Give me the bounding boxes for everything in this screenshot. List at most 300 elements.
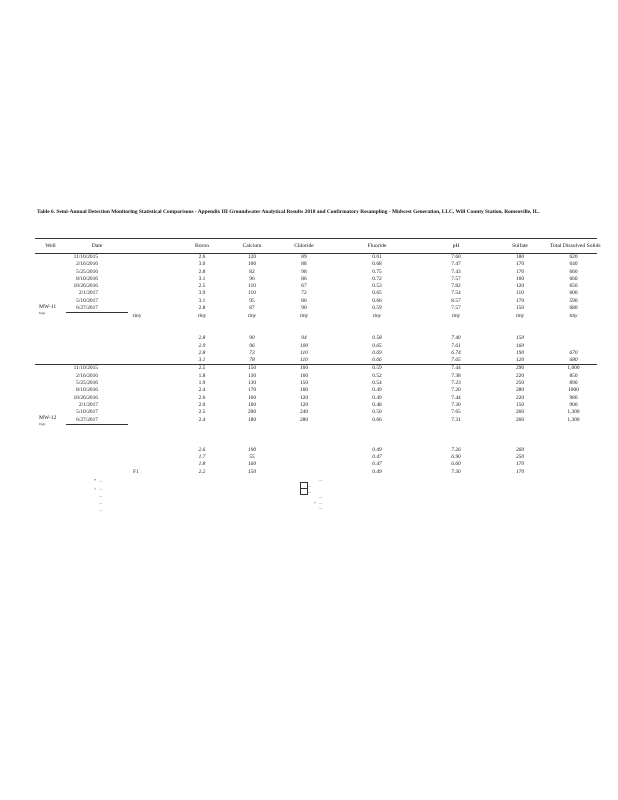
fluoride-cell: 0.66 <box>372 357 382 364</box>
table-row <box>35 454 597 461</box>
table-row <box>35 313 597 321</box>
fluoride-cell: 0.66 <box>372 297 382 304</box>
chloride-cell <box>276 454 332 461</box>
date-cell: 11/10/2015 <box>66 365 128 373</box>
sulfate-cell: tiny <box>515 313 525 320</box>
flag-cell <box>128 395 176 402</box>
table-row <box>35 469 597 476</box>
date-cell: 5/25/2016 <box>76 380 98 387</box>
table-row <box>35 283 597 290</box>
sulfate-cell: 190 <box>515 349 525 356</box>
boron-cell: 2.8 <box>198 268 206 275</box>
sulfate-cell: 120 <box>515 283 525 290</box>
boron-cell <box>176 432 228 439</box>
table-row <box>35 305 597 313</box>
col-ph: pH <box>422 239 490 254</box>
tds-cell <box>550 454 597 461</box>
fluoride-cell: tiny <box>372 313 382 320</box>
calcium-cell: 150 <box>247 468 257 475</box>
calcium-cell: 160 <box>247 394 257 401</box>
date-cell <box>66 447 128 454</box>
ph-cell: 7.38 <box>451 372 461 379</box>
ph-cell <box>422 321 490 328</box>
tds-cell <box>550 469 597 476</box>
chloride-cell: 90 <box>301 305 307 312</box>
calcium-cell: 100 <box>247 261 257 268</box>
boron-cell: 1.9 <box>198 380 206 387</box>
ph-cell: 7.23 <box>451 380 461 387</box>
tds-cell: 670 <box>569 349 578 356</box>
tds-cell <box>550 343 597 350</box>
calcium-cell: 110 <box>248 283 256 290</box>
well-cell <box>35 365 66 476</box>
fluoride-cell: 0.58 <box>372 335 382 342</box>
chloride-cell: 94 <box>301 335 307 342</box>
tds-cell: 640 <box>569 261 578 268</box>
date-cell: 10/26/2016 <box>73 283 98 290</box>
boron-cell: 3.1 <box>198 357 206 364</box>
boron-cell: 3.1 <box>198 275 206 282</box>
chloride-cell <box>276 439 332 446</box>
legend-left <box>80 478 102 512</box>
sulfate-cell: 170 <box>515 297 525 304</box>
calcium-cell <box>228 321 276 328</box>
col-chloride: Chloride <box>276 239 332 254</box>
calcium-cell <box>228 432 276 439</box>
table-row <box>35 290 597 297</box>
sulfate-cell: 260 <box>515 409 525 416</box>
calcium-cell: 120 <box>228 254 276 262</box>
col-date: Date <box>66 239 128 254</box>
calcium-cell: 190 <box>247 446 257 453</box>
boron-cell <box>176 321 228 328</box>
chloride-cell <box>276 328 332 335</box>
table-row <box>35 350 597 357</box>
sulfate-cell: 180 <box>490 254 550 262</box>
well-sub: Upgr. <box>39 310 46 315</box>
fluoride-cell: 0.47 <box>372 454 382 461</box>
ph-cell: 7.26 <box>451 446 461 453</box>
fluoride-cell: 0.50 <box>372 409 382 416</box>
calcium-cell: 96 <box>249 342 255 349</box>
chloride-cell: 88 <box>301 261 307 268</box>
tds-cell: 980 <box>569 394 578 401</box>
sulfate-cell: 170 <box>515 468 525 475</box>
boron-cell <box>176 328 228 335</box>
ph-cell: 7.43 <box>451 268 461 275</box>
fluoride-cell <box>332 432 422 439</box>
boron-cell: 3.1 <box>198 297 206 304</box>
boron-cell: 2.4 <box>198 416 206 423</box>
chloride-cell: 120 <box>299 401 309 408</box>
ph-cell: 7.65 <box>451 409 461 416</box>
tds-cell: 660 <box>569 275 578 282</box>
flag-cell <box>128 432 176 439</box>
boron-cell: 2.8 <box>198 305 206 312</box>
table-title: Table 6. Semi-Annual Detection Monitoring Statistical Comparisons - Appendix III Groundwater Analytical Results 2018 and Confirmatory Resampling - Midwest Generation, LLC, Will County Station, Romeoville, IL. <box>37 209 540 215</box>
table-row <box>35 424 597 432</box>
tds-cell: 890 <box>569 380 578 387</box>
tds-cell: tiny <box>569 313 578 320</box>
chloride-cell: 67 <box>301 283 307 290</box>
sulfate-cell <box>490 424 550 432</box>
flag-cell <box>128 409 176 416</box>
flag-cell <box>128 454 176 461</box>
table-row <box>35 417 597 425</box>
ph-cell: 7.30 <box>451 468 461 475</box>
boron-cell: 2.9 <box>198 342 206 349</box>
table-row <box>35 432 597 439</box>
legend-item: * — <box>94 478 103 483</box>
fluoride-cell: 0.72 <box>372 275 382 282</box>
chloride-cell: 160 <box>299 387 309 394</box>
date-cell: 2/1/2017 <box>78 401 98 408</box>
date-cell <box>66 461 128 468</box>
ph-cell: 7.44 <box>451 394 461 401</box>
boron-cell: 2.5 <box>198 409 206 416</box>
date-cell: 6/27/2017 <box>76 416 98 423</box>
date-cell: 2/16/2016 <box>76 372 98 379</box>
legend-item: — <box>300 483 322 488</box>
calcium-cell: 87 <box>249 305 255 312</box>
date-cell: 2/1/2017 <box>78 290 98 297</box>
tds-cell: 680 <box>569 357 578 364</box>
ph-cell <box>422 439 490 446</box>
ph-cell: 8.57 <box>451 297 461 304</box>
boron-cell: 2.2 <box>198 468 206 475</box>
ph-cell: 7.82 <box>451 283 461 290</box>
well-name: MW-12 <box>39 415 57 422</box>
tds-cell <box>550 335 597 342</box>
ph-cell: 7.40 <box>451 335 461 342</box>
fluoride-cell: 0.65 <box>372 290 382 297</box>
chloride-cell: 160 <box>299 372 309 379</box>
boron-cell: tiny <box>197 313 207 320</box>
flag-cell <box>128 439 176 446</box>
tds-cell: 1,000 <box>550 365 597 373</box>
fluoride-cell: 0.61 <box>332 254 422 262</box>
date-cell: 2/16/2016 <box>76 261 98 268</box>
sulfate-cell: 170 <box>515 268 525 275</box>
ph-cell: 7.61 <box>451 342 461 349</box>
legend-right <box>300 478 322 510</box>
boron-cell: 2.5 <box>198 283 206 290</box>
calcium-cell: 170 <box>247 387 257 394</box>
table-row <box>35 461 597 468</box>
date-cell: 5/10/2017 <box>76 409 98 416</box>
sulfate-cell: 110 <box>516 290 524 297</box>
ph-cell: 7.57 <box>451 305 461 312</box>
date-cell <box>66 469 128 476</box>
fluoride-cell: 0.59 <box>332 365 422 373</box>
fluoride-cell <box>332 439 422 446</box>
date-cell <box>66 454 128 461</box>
date-cell <box>66 313 128 321</box>
well-sub: Upgr. <box>39 422 46 427</box>
boron-cell: 3.0 <box>198 261 206 268</box>
table-row <box>35 269 597 276</box>
flag-cell <box>128 305 176 313</box>
table-row <box>35 254 597 262</box>
boron-cell <box>176 424 228 432</box>
flag-cell: tiny <box>133 313 142 320</box>
ph-cell: 7.57 <box>451 275 461 282</box>
table-row <box>35 402 597 409</box>
date-cell <box>66 357 128 365</box>
col-well: Well <box>35 239 66 254</box>
ph-cell: 7.44 <box>422 365 490 373</box>
sulfate-cell: 150 <box>515 305 525 312</box>
fluoride-cell: 0.68 <box>372 261 382 268</box>
date-cell: 5/25/2016 <box>76 268 98 275</box>
table-row <box>35 321 597 328</box>
results-table <box>35 238 601 476</box>
fluoride-cell <box>332 321 422 328</box>
calcium-cell: 150 <box>228 365 276 373</box>
date-cell <box>66 343 128 350</box>
chloride-cell: 150 <box>299 380 309 387</box>
calcium-cell: 90 <box>249 335 255 342</box>
flag-cell <box>128 269 176 276</box>
flag-cell <box>128 335 176 342</box>
flag-cell <box>128 447 176 454</box>
date-cell <box>66 350 128 357</box>
calcium-cell <box>228 424 276 432</box>
flag-cell <box>128 365 176 373</box>
sulfate-cell: 150 <box>515 335 525 342</box>
ph-cell <box>422 432 490 439</box>
table-row <box>35 380 597 387</box>
fluoride-cell: 0.54 <box>372 380 382 387</box>
col-flag <box>128 239 176 254</box>
tds-cell: 1000 <box>568 387 579 394</box>
flag-cell <box>128 290 176 297</box>
boron-cell: 2.8 <box>198 349 206 356</box>
boron-cell: 2.6 <box>198 394 206 401</box>
tds-cell <box>550 424 597 432</box>
flag-cell <box>128 298 176 305</box>
tds-cell: 1,300 <box>567 416 580 423</box>
table-row <box>35 365 597 373</box>
date-cell: 5/10/2017 <box>76 297 98 304</box>
tds-cell <box>550 461 597 468</box>
chloride-cell <box>276 321 332 328</box>
chloride-cell: 280 <box>299 416 309 423</box>
ph-cell: 7.31 <box>451 416 461 423</box>
boron-cell: 2.8 <box>198 335 206 342</box>
chloride-cell: 100 <box>299 342 309 349</box>
col-sulfate: Sulfate <box>490 239 550 254</box>
tds-cell <box>550 321 597 328</box>
fluoride-cell: 0.49 <box>372 387 382 394</box>
legend-item: — <box>319 495 323 499</box>
date-cell <box>66 439 128 446</box>
boron-cell: 2.6 <box>176 254 228 262</box>
date-cell: 8/10/2016 <box>76 275 98 282</box>
tds-cell <box>550 328 597 335</box>
legend-box-2 <box>300 488 308 495</box>
flag-cell <box>128 380 176 387</box>
tds-cell: 1,300 <box>567 409 580 416</box>
col-boron: Boron <box>176 239 228 254</box>
sulfate-cell: 160 <box>515 342 525 349</box>
chloride-cell: 110 <box>300 349 308 356</box>
sulfate-cell: 250 <box>515 454 525 461</box>
calcium-cell <box>228 328 276 335</box>
chloride-cell: tiny <box>299 313 309 320</box>
fluoride-cell: 0.65 <box>372 342 382 349</box>
legend-item: — <box>319 506 323 510</box>
legend-item: > — <box>93 486 103 491</box>
calcium-cell: 130 <box>247 372 257 379</box>
sulfate-cell <box>490 439 550 446</box>
chloride-cell: 160 <box>276 365 332 373</box>
legend-item: — <box>319 478 323 482</box>
sulfate-cell: 220 <box>515 372 525 379</box>
chloride-cell: 98 <box>301 268 307 275</box>
date-cell <box>66 432 128 439</box>
calcium-cell <box>228 439 276 446</box>
fluoride-cell: 0.52 <box>372 372 382 379</box>
flag-cell <box>128 343 176 350</box>
boron-cell: 1.8 <box>198 461 206 468</box>
chloride-cell: 86 <box>301 297 307 304</box>
table-row <box>35 409 597 416</box>
sulfate-cell <box>490 328 550 335</box>
fluoride-cell <box>332 424 422 432</box>
tds-cell: 900 <box>569 401 578 408</box>
ph-cell: 7.20 <box>451 387 461 394</box>
chloride-cell: 89 <box>276 254 332 262</box>
calcium-cell: 200 <box>247 409 257 416</box>
table-row <box>35 261 597 268</box>
table-row <box>35 298 597 305</box>
flag-cell <box>128 328 176 335</box>
ph-cell: 6.74 <box>451 349 461 356</box>
boron-cell: 2.5 <box>176 365 228 373</box>
tds-cell: 590 <box>569 297 578 304</box>
fluoride-cell: 0.49 <box>372 446 382 453</box>
table-row <box>35 439 597 446</box>
tds-cell: 660 <box>569 268 578 275</box>
calcium-cell: 180 <box>247 416 257 423</box>
tds-cell: 650 <box>569 283 578 290</box>
legend-item: — <box>99 501 103 505</box>
sulfate-cell: 150 <box>515 401 525 408</box>
sulfate-cell: 170 <box>515 461 525 468</box>
col-calcium: Calcium <box>228 239 276 254</box>
calcium-cell: 82 <box>249 268 255 275</box>
ph-cell: 7.65 <box>451 357 461 364</box>
date-cell: 10/26/2016 <box>73 394 98 401</box>
table-row <box>35 328 597 335</box>
flag-cell <box>128 373 176 380</box>
fluoride-cell: 0.59 <box>372 305 382 312</box>
boron-cell: 2.4 <box>198 387 206 394</box>
fluoride-cell: 0.49 <box>372 468 382 475</box>
flag-cell <box>128 261 176 268</box>
tds-cell: 850 <box>569 372 578 379</box>
sulfate-cell: 250 <box>515 380 525 387</box>
table-row <box>35 343 597 350</box>
date-cell <box>66 335 128 342</box>
tds-cell <box>550 432 597 439</box>
calcium-cell: tiny <box>247 313 257 320</box>
calcium-cell: 55 <box>249 454 255 461</box>
table-row <box>35 387 597 394</box>
fluoride-cell: 0.69 <box>372 349 382 356</box>
flag-cell <box>128 387 176 394</box>
col-fluoride: Fluoride <box>332 239 422 254</box>
fluoride-cell: 0.75 <box>372 268 382 275</box>
ph-cell <box>422 328 490 335</box>
calcium-cell: 96 <box>249 275 255 282</box>
flag-cell <box>128 276 176 283</box>
date-cell <box>66 321 128 328</box>
flag-cell <box>128 350 176 357</box>
flag-cell <box>128 254 176 262</box>
col-tds: Total Dissolved Solids <box>550 239 597 254</box>
table-row <box>35 447 597 454</box>
table-row <box>35 373 597 380</box>
legend-item: — <box>99 494 103 498</box>
boron-cell: 1.7 <box>198 454 206 461</box>
tds-cell: 600 <box>569 290 578 297</box>
ph-cell: tiny <box>451 313 461 320</box>
boron-cell: 3.9 <box>198 290 206 297</box>
fluoride-cell: 0.66 <box>372 416 382 423</box>
date-cell <box>66 328 128 335</box>
chloride-cell <box>276 469 332 476</box>
calcium-cell: 78 <box>249 357 255 364</box>
fluoride-cell <box>332 328 422 335</box>
fluoride-cell: 0.48 <box>372 401 382 408</box>
sulfate-cell: 160 <box>515 275 525 282</box>
boron-cell <box>176 439 228 446</box>
chloride-cell: 72 <box>301 290 307 297</box>
table-row <box>35 395 597 402</box>
tds-cell: 680 <box>569 305 578 312</box>
chloride-cell: 240 <box>299 409 309 416</box>
sulfate-cell: 120 <box>515 357 525 364</box>
ph-cell: 7.47 <box>451 261 461 268</box>
calcium-cell: 73 <box>249 349 255 356</box>
sulfate-cell: 220 <box>515 394 525 401</box>
flag-cell <box>128 357 176 365</box>
boron-cell: 2.0 <box>198 401 206 408</box>
ph-cell <box>422 424 490 432</box>
legend-item: — <box>300 489 322 494</box>
flag-cell <box>128 321 176 328</box>
well-cell <box>35 254 66 365</box>
tds-cell <box>550 439 597 446</box>
ph-cell: 7.30 <box>451 401 461 408</box>
ph-cell: 6.90 <box>451 454 461 461</box>
sulfate-cell: 290 <box>490 365 550 373</box>
table-body <box>35 254 597 476</box>
chloride-cell <box>276 424 332 432</box>
chloride-cell <box>276 432 332 439</box>
flag-cell <box>128 417 176 425</box>
calcium-cell: 95 <box>249 297 255 304</box>
calcium-cell: 160 <box>247 461 257 468</box>
sulfate-cell <box>490 432 550 439</box>
fluoride-cell: 0.47 <box>372 461 382 468</box>
boron-cell: 2.6 <box>198 446 206 453</box>
table-row <box>35 335 597 342</box>
fluoride-cell: 0.53 <box>372 283 382 290</box>
legend-item: > — <box>313 500 323 505</box>
